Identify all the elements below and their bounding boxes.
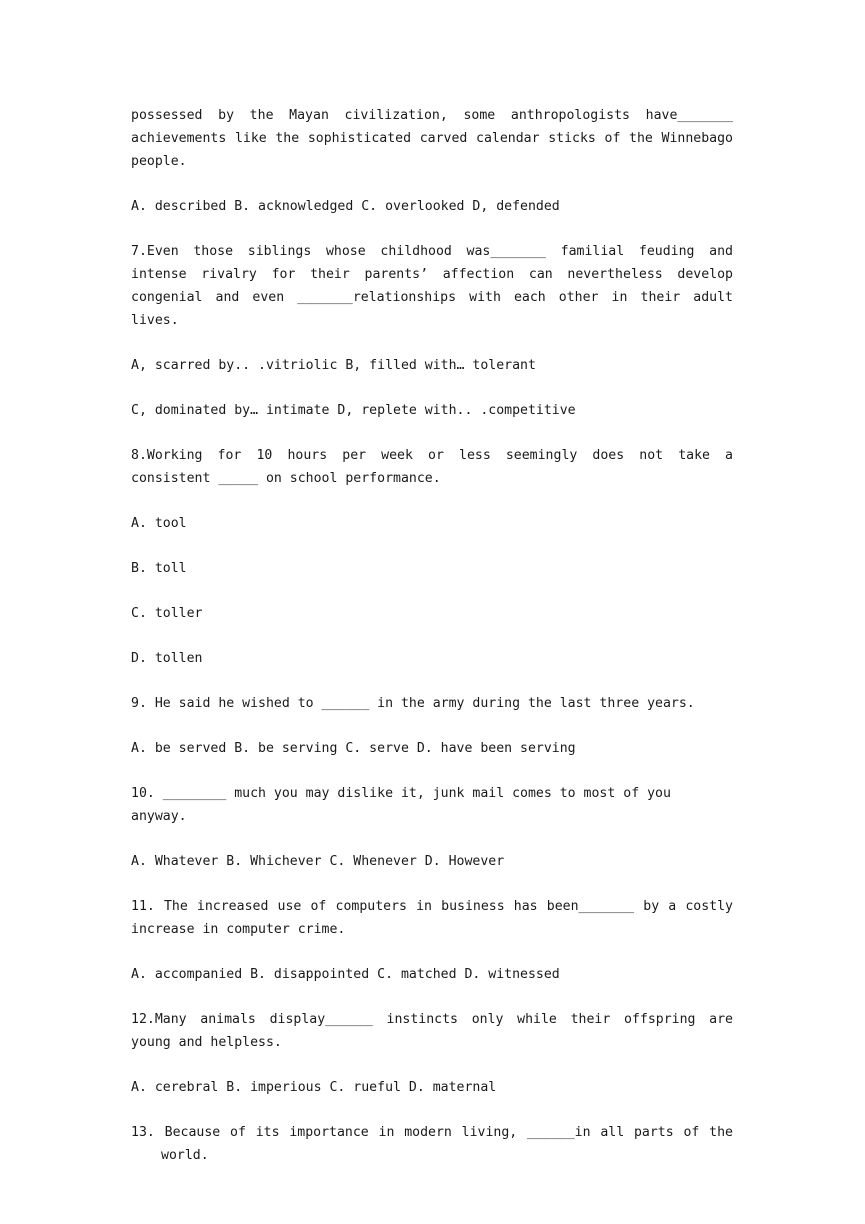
question-8-option-c: C. toller (131, 606, 203, 621)
question-6-stem: possessed by the Mayan civilization, some anthropologists have_______ achievements like the sophisticated carved calendar sticks of the Winnebago people. (131, 108, 733, 169)
question-9-options: A. be served B. be serving C. serve D. have been serving (131, 741, 576, 756)
question-12-stem: 12.Many animals display______ instincts only while their offspring are young and helpless. (131, 1012, 733, 1050)
question-9-stem: 9. He said he wished to ______ in the army during the last three years. (131, 696, 695, 711)
document-page (131, 104, 733, 1189)
question-7-stem: 7.Even those siblings whose childhood was_______ familial feuding and intense rivalry for their parents’ affection can nevertheless develop congenial and even _______relationships with each other in their adult lives. (131, 244, 733, 328)
question-12-options: A. cerebral B. imperious C. rueful D. maternal (131, 1080, 497, 1095)
question-11-options: A. accompanied B. disappointed C. matched D. witnessed (131, 967, 560, 982)
question-10-stem: 10. ________ much you may dislike it, junk mail comes to most of you anyway. (131, 786, 671, 824)
question-13-stem: 13. Because of its importance in modern living, ______in all parts of the world. (131, 1125, 733, 1163)
question-7-options-ab: A, scarred by.. .vitriolic B, filled with… tolerant (131, 358, 536, 373)
question-8-option-a: A. tool (131, 516, 187, 531)
question-8-option-b: B. toll (131, 561, 187, 576)
question-11-stem: 11. The increased use of computers in business has been_______ by a costly increase in computer crime. (131, 899, 733, 937)
question-10-options: A. Whatever B. Whichever C. Whenever D. However (131, 854, 505, 869)
question-7-options-cd: C, dominated by… intimate D, replete with.. .competitive (131, 403, 576, 418)
question-8-stem: 8.Working for 10 hours per week or less seemingly does not take a consistent _____ on school performance. (131, 448, 733, 486)
question-6-options: A. described B. acknowledged C. overlooked D, defended (131, 199, 560, 214)
question-8-option-d: D. tollen (131, 651, 203, 666)
